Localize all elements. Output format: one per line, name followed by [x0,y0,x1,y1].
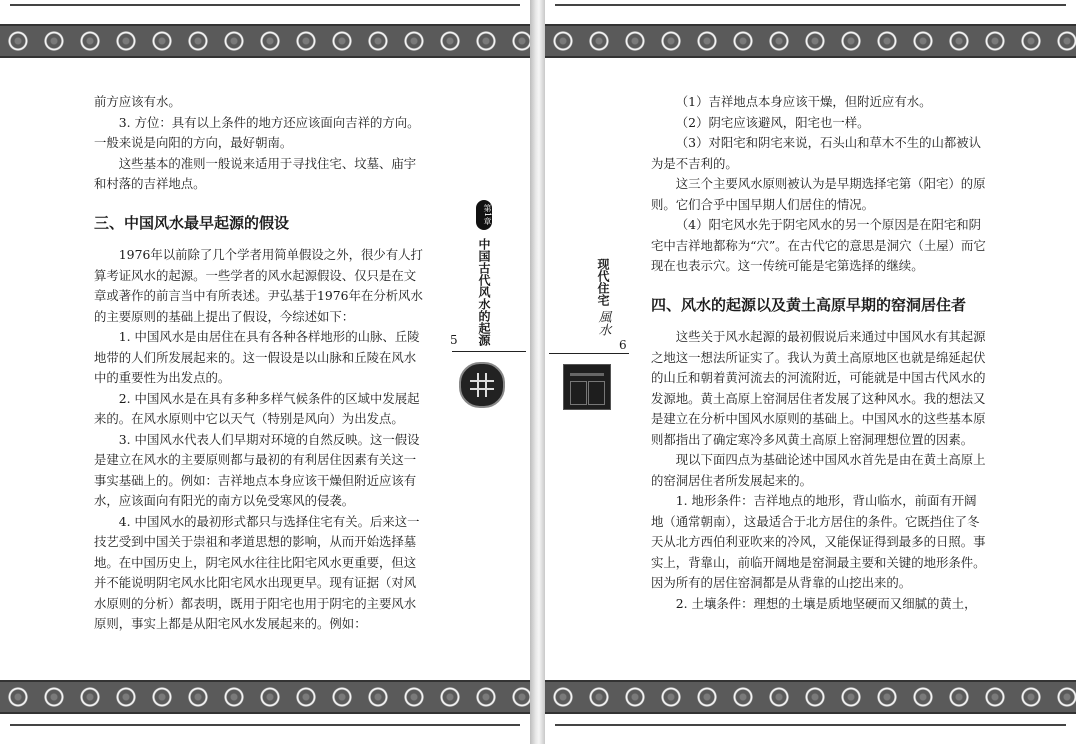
paragraph: （2）阴宅应该避风，阳宅也一样。 [675,114,870,130]
decorative-band-top [0,24,530,58]
page-number: 6 [619,338,627,352]
chapter-mark: 第1章 [476,200,492,230]
paragraph: （4）阳宅风水先于阴宅风水的另一个原因是在阳宅和阴宅中吉祥地都称为“穴”。在古代它的意思是洞穴（土屋）而它现在也表示穴。这一传统可能是宅第选择的继续。 [651,217,986,273]
page-number: 5 [450,333,458,347]
side-title: 现代住宅 [596,258,610,306]
left-page [0,0,530,744]
paragraph: （3）对阳宅和阴宅来说，石头山和草木不生的山都被认为是不吉利的。 [651,135,982,171]
decorative-band-bottom [0,680,530,714]
paragraph: 3. 中国风水代表人们早期对环境的自然反映。这一假设是建立在风水的主要原则都与最初的有利居住因素有关这一事实基础上的。例如：吉祥地点本身应该干燥但附近应该有水，应该面向有阳光的南方以免受寒风的侵袭。 [94,431,420,508]
ornament-medallion-icon [459,362,505,408]
right-page [545,0,1076,744]
paragraph: 这些基本的准则一般说来适用于寻找住宅、坟墓、庙宇和村落的吉祥地点。 [94,155,417,191]
cabinet-illustration-icon [563,364,611,410]
side-title-script: 風水 [595,310,611,336]
paragraph: 2. 中国风水是在具有多种多样气候条件的区域中发展起来的。在风水原则中它以天气（特别是风向）为出发点。 [94,390,420,426]
paragraph: 4. 中国风水的最初形式都只与选择住宅有关。后来这一技艺受到中国关于崇祖和孝道思想的影响，从而开始选择墓地。在中国历史上，阴宅风水往往比阳宅风水更重要，但这并不能说明阴宅风水比阳宅风水出现更早。现有证据（对风水原则的分析）都表明，既用于阳宅也用于阴宅的主要风水原则，事实上都是从阳宅风水发展起来的。例如： [94,513,420,631]
decorative-band-bottom [545,680,1076,714]
top-edge-line [10,4,520,6]
bottom-edge-line [10,724,520,726]
side-rule [452,351,526,352]
decorative-band-top [545,24,1076,58]
paragraph: 1. 中国风水是由居住在具有各种各样地形的山脉、丘陵地带的人们所发展起来的。这一假设是以山脉和丘陵在风水中的重要性为出发点的。 [94,329,420,385]
side-rule [549,353,629,354]
left-page-body [94,92,428,635]
paragraph: 1. 地形条件：吉祥地点的地形，背山临水，前面有开阔地（通常朝南），这最适合于北方居住的条件。它既挡住了冬天从北方西伯利亚吹来的冷风，又能保证得到最多的日照。事实上，背靠山，前临开阔地是窑洞最主要和关键的地形条件。因为所有的居住窑洞都是从背靠的山挖出来的。 [651,493,986,590]
paragraph: 1976年以前除了几个学者用简单假设之外，很少有人打算考证风水的起源。一些学者的风水起源假设、仅只是在文章或著作的前言当中有所表述。尹弘基于1976年在分析风水的主要原则的基础上提出了假设，今综述如下： [94,247,423,324]
paragraph: 这些关于风水起源的最初假说后来通过中国风水有其起源之地这一想法所证实了。我认为黄土高原地区也就是绵延起伏的山丘和朝着黄河流去的河流附近，可能就是中国古代风水的发源地。黄土高原上窑洞居住者发展了这种风水。我的想法又是建立在分析中国风水原则的基础上。中国风水的这些基本原则都指出了确定寒冷多风黄土高原上窑洞理想位置的因素。 [651,329,986,447]
right-page-body [651,92,987,614]
paragraph: 2. 土壤条件：理想的土壤是质地坚硬而又细腻的黄土， [675,595,977,611]
running-side-title [470,200,498,346]
section-heading: 三、中国风水最早起源的假设 [94,213,290,232]
running-side-title [589,258,617,336]
paragraph: 这三个主要风水原则被认为是早期选择宅第（阳宅）的原则。它们合乎中国早期人们居住的情况。 [651,176,986,212]
side-title: 中国古代风水的起源 [477,238,491,346]
paragraph: （1）吉祥地点本身应该干燥，但附近应有水。 [675,94,932,109]
book-gutter [530,0,545,744]
paragraph: 3. 方位：具有以上条件的地方还应该面向吉祥的方向。一般来说是向阳的方向，最好朝南。 [94,114,420,150]
section-heading: 四、风水的起源以及黄土高原早期的窑洞居住者 [651,295,967,314]
paragraph: 现以下面四点为基础论述中国风水首先是由在黄土高原上的窑洞居住者所发展起来的。 [651,452,986,488]
top-edge-line [555,4,1066,6]
paragraph: 前方应该有水。 [94,94,181,109]
bottom-edge-line [555,724,1066,726]
